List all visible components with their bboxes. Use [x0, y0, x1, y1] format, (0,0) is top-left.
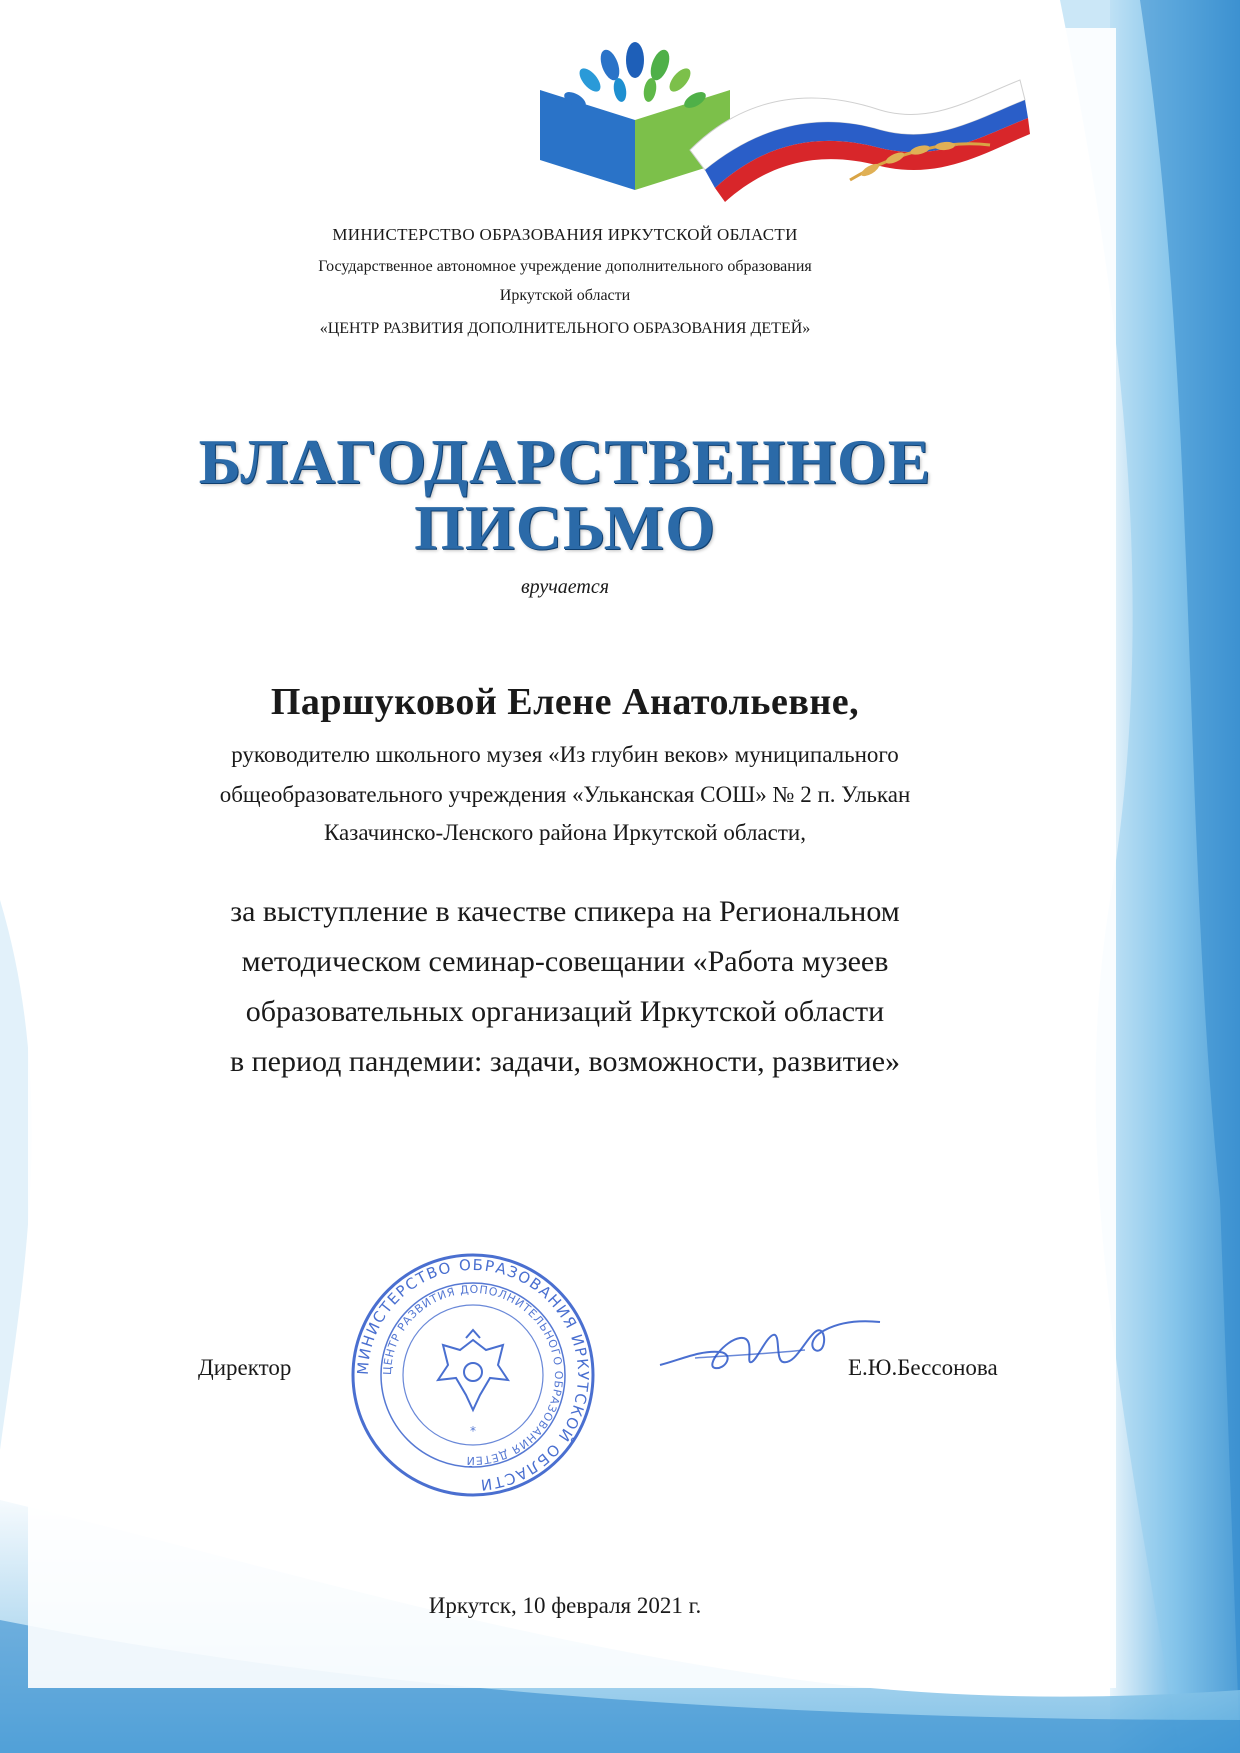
svg-text:*: * — [470, 1424, 476, 1438]
signer-name: Е.Ю.Бессонова — [848, 1355, 998, 1380]
position-line-3: Казачинско-Ленского района Иркутской области, — [324, 820, 806, 845]
presented-label: вручается — [520, 576, 610, 598]
reason-line-4: в период пандемии: задачи, возможности, развитие» — [229, 1045, 901, 1078]
position-line-1: руководителю школьного музея «Из глубин веков» муниципального — [231, 742, 899, 767]
reason-line-1: за выступление в качестве спикера на Региональном — [230, 895, 900, 928]
reason-line-3: образовательных организаций Иркутской области — [245, 995, 885, 1028]
ministry-name: МИНИСТЕРСТВО ОБРАЗОВАНИЯ ИРКУТСКОЙ ОБЛАСТИ — [332, 225, 798, 244]
svg-text:ЦЕНТР РАЗВИТИЯ ДОПОЛНИТЕЛЬНОГО: ЦЕНТР РАЗВИТИЯ ДОПОЛНИТЕЛЬНОГО ОБРАЗОВАНИЯ ДЕТЕЙ — [380, 1282, 566, 1468]
reason-line-2: методическом семинар-совещании «Работа музеев — [241, 945, 889, 978]
official-stamp-icon — [348, 1250, 598, 1500]
svg-text:МИНИСТЕРСТВО ОБРАЗОВАНИЯ ИРКУТ: МИНИСТЕРСТВО ОБРАЗОВАНИЯ ИРКУТСКОЙ ОБЛАСТИ — [353, 1255, 593, 1494]
institution-line-2: Иркутской области — [499, 287, 631, 304]
title-line-1: БЛАГОДАРСТВЕННОЕ — [198, 426, 932, 497]
institution-line-3: «ЦЕНТР РАЗВИТИЯ ДОПОЛНИТЕЛЬНОГО ОБРАЗОВАНИЯ ДЕТЕЙ» — [319, 320, 811, 337]
place-date: Иркутск, 10 февраля 2021 г. — [428, 1593, 702, 1618]
recipient-name: Паршуковой Елене Анатольевне, — [270, 681, 860, 723]
position-line-2: общеобразовательного учреждения «Ульканская СОШ» № 2 п. Улькан — [219, 782, 911, 807]
title-line-2: ПИСЬМО — [414, 492, 716, 563]
education-logo-icon — [520, 30, 1040, 210]
signer-title: Директор — [198, 1355, 292, 1380]
institution-line-1: Государственное автономное учреждение дополнительного образования — [318, 258, 812, 275]
